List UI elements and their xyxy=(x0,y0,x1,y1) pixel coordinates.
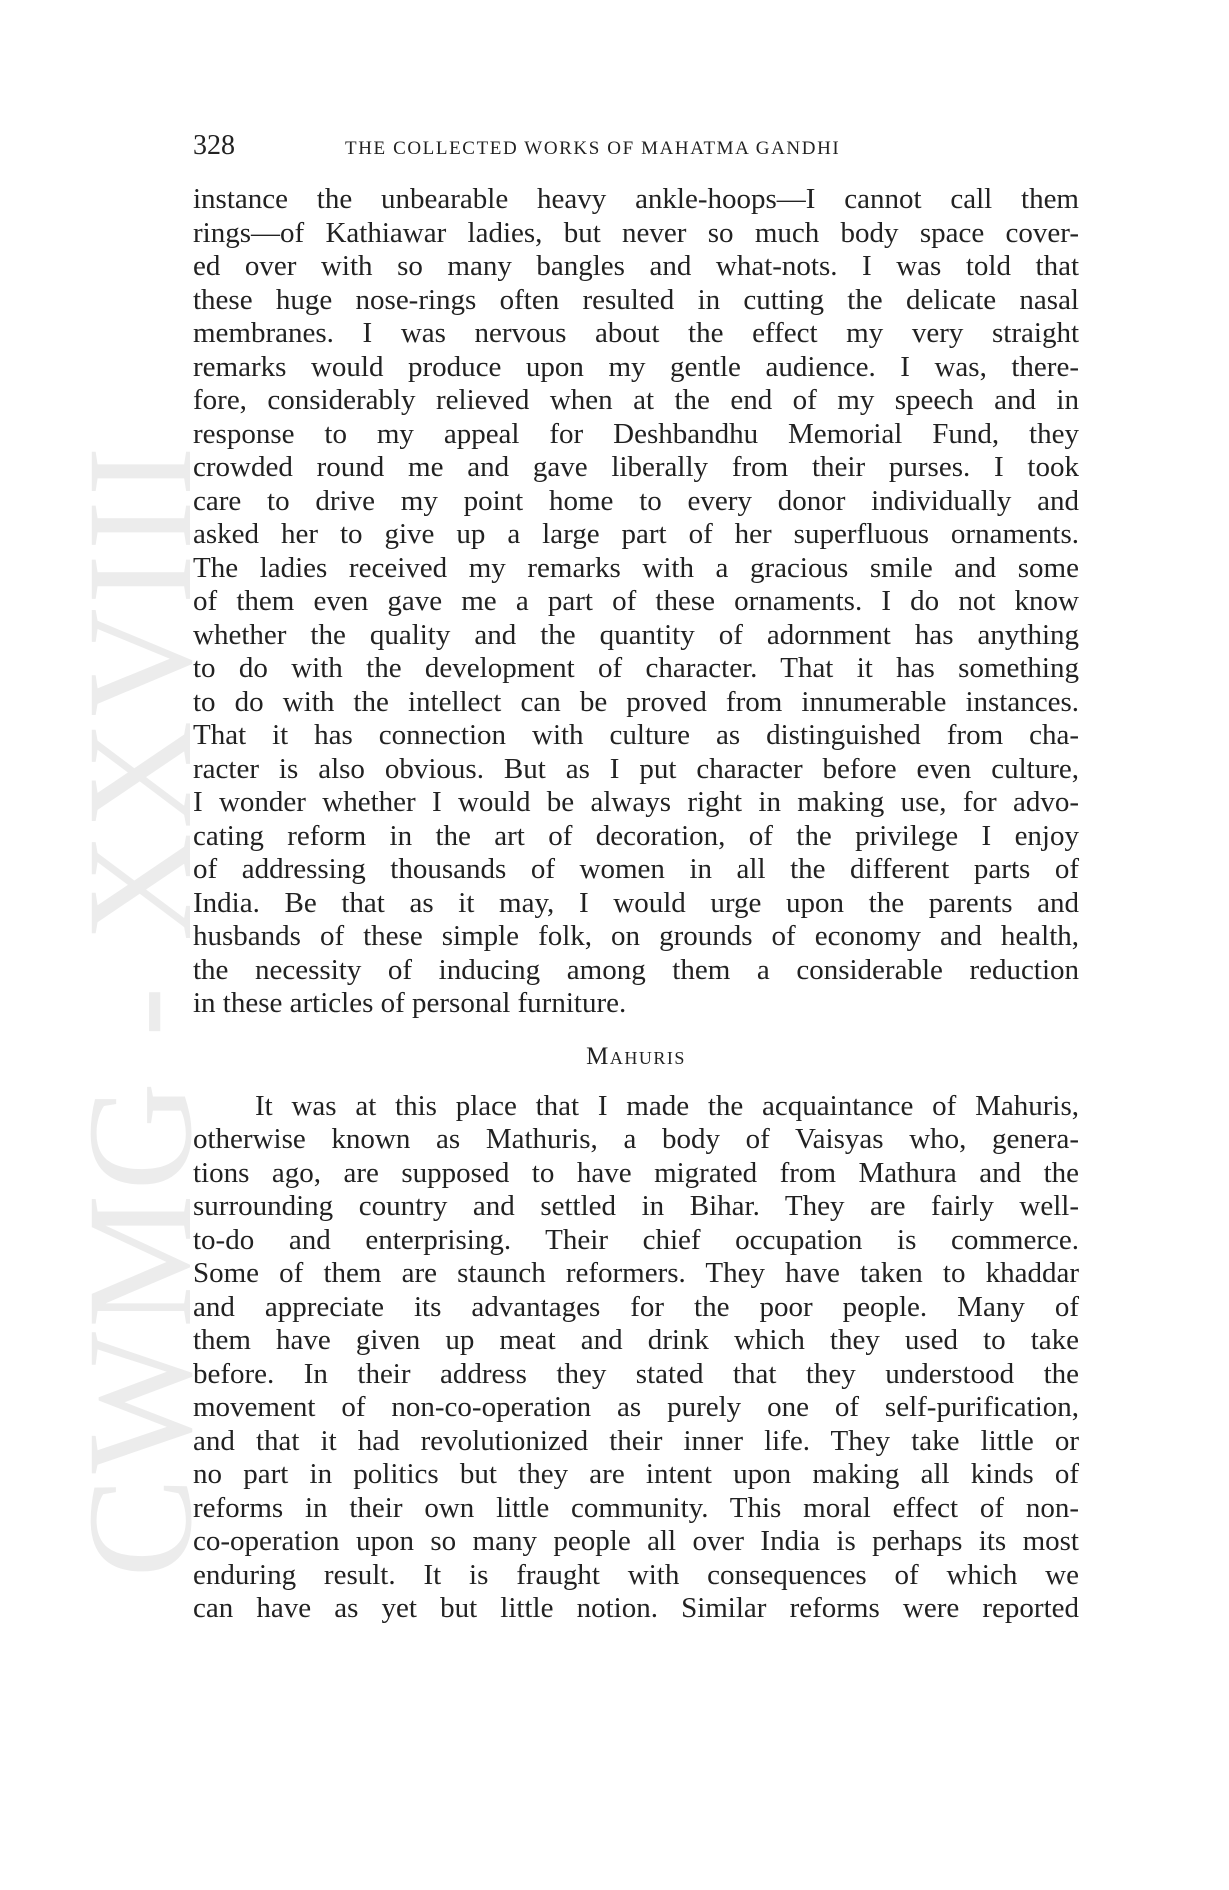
text-line: reforms in their own little community. This moral effect of non- xyxy=(193,1491,1079,1524)
text-line: these huge nose-rings often resulted in cutting the delicate nasal xyxy=(193,283,1079,316)
text-line: co-operation upon so many people all over India is perhaps its most xyxy=(193,1525,1079,1557)
text-line: It was at this place that I made the acquaintance of Mahuris, xyxy=(255,1089,1079,1122)
text-line: enduring result. It is fraught with consequences of which we xyxy=(193,1558,1079,1591)
text-line: husbands of these simple folk, on grounds of economy and health, xyxy=(193,920,1079,952)
text-line: tions ago, are supposed to have migrated from Mathura and the xyxy=(193,1156,1079,1189)
text-line: can have as yet but little notion. Similar reforms were reported xyxy=(193,1592,1079,1624)
text-line: rings—of Kathiawar ladies, but never so much body space cover- xyxy=(193,216,1079,249)
text-line: to do with the development of character. That it has something xyxy=(193,652,1079,684)
text-line: them have given up meat and drink which they used to take xyxy=(193,1324,1079,1356)
text-line: cating reform in the art of decoration, of the privilege I enjoy xyxy=(193,819,1079,852)
text-line: remarks would produce upon my gentle audience. I was, there- xyxy=(193,350,1079,383)
text-line: in these articles of personal furniture. xyxy=(193,987,627,1019)
text-line: and appreciate its advantages for the poor people. Many of xyxy=(193,1290,1079,1323)
text-line: and that it had revolutionized their inner life. They take little or xyxy=(193,1424,1079,1457)
text-line: otherwise known as Mathuris, a body of Vaisyas who, genera- xyxy=(193,1123,1079,1155)
text-line: ed over with so many bangles and what-nots. I was told that xyxy=(193,250,1079,282)
text-line: racter is also obvious. But as I put character before even culture, xyxy=(193,752,1079,785)
text-line: care to drive my point home to every donor individually and xyxy=(193,484,1079,517)
text-line: to-do and enterprising. Their chief occupation is commerce. xyxy=(193,1223,1079,1256)
text-line: instance the unbearable heavy ankle-hoops—I cannot call them xyxy=(193,183,1079,215)
paragraph-2 xyxy=(193,1090,1079,1626)
text-line: whether the quality and the quantity of adornment has anything xyxy=(193,618,1079,651)
text-line: asked her to give up a large part of her superfluous ornaments. xyxy=(193,518,1079,550)
text-line: membranes. I was nervous about the effect my very straight xyxy=(193,317,1079,349)
text-line: The ladies received my remarks with a gracious smile and some xyxy=(193,551,1079,584)
text-line: Some of them are staunch reformers. They have taken to khaddar xyxy=(193,1257,1079,1289)
text-line: response to my appeal for Deshbandhu Memorial Fund, they xyxy=(193,417,1079,450)
text-line: India. Be that as it may, I would urge upon the parents and xyxy=(193,886,1079,919)
paragraph-1 xyxy=(193,183,1079,1021)
text-line: surrounding country and settled in Bihar. They are fairly well- xyxy=(193,1190,1079,1222)
text-line: fore, considerably relieved when at the end of my speech and in xyxy=(193,384,1079,416)
text-line: crowded round me and gave liberally from their purses. I took xyxy=(193,451,1079,483)
text-line: movement of non-co-operation as purely one of self-purification, xyxy=(193,1391,1079,1423)
text-line: the necessity of inducing among them a considerable reduction xyxy=(193,953,1079,986)
page-number: 328 xyxy=(193,130,235,161)
page-body xyxy=(193,183,1079,1626)
watermark: CWMG - XXVIII xyxy=(57,442,223,1578)
page-header xyxy=(193,130,1079,166)
running-title: THE COLLECTED WORKS OF MAHATMA GANDHI xyxy=(345,138,841,159)
text-line: That it has connection with culture as distinguished from cha- xyxy=(193,719,1079,751)
text-line: of them even gave me a part of these ornaments. I do not know xyxy=(193,585,1079,617)
section-heading: Mahuris xyxy=(586,1042,686,1070)
text-line: no part in politics but they are intent upon making all kinds of xyxy=(193,1458,1079,1490)
text-line: I wonder whether I would be always right in making use, for advo- xyxy=(193,786,1079,818)
text-line: of addressing thousands of women in all the different parts of xyxy=(193,853,1079,885)
text-line: before. In their address they stated that they understood the xyxy=(193,1357,1079,1390)
text-line: to do with the intellect can be proved from innumerable instances. xyxy=(193,685,1079,718)
